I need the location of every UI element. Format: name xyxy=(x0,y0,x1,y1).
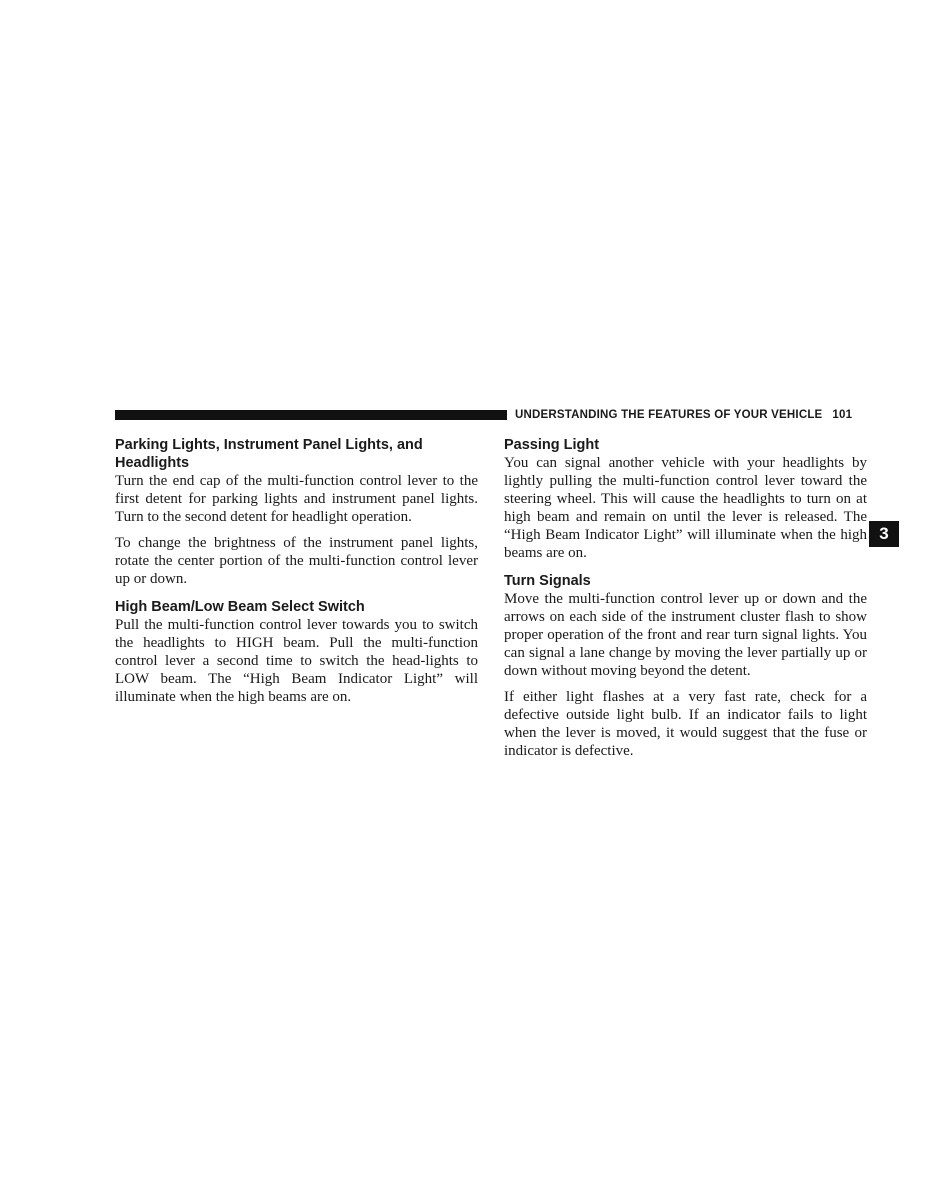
passing-light-heading: Passing Light xyxy=(504,437,600,453)
header-rule xyxy=(115,410,507,420)
turn-signals-heading: Turn Signals xyxy=(504,572,591,589)
parking-lights-paragraph-2: To change the brightness of the instrument panel lights, rotate the center portion of the multi-function control lever up or down. xyxy=(115,535,478,588)
high-beam-heading: High Beam/Low Beam Select Switch xyxy=(115,598,365,615)
parking-lights-heading: Parking Lights, Instrument Panel Lights, and Headlights xyxy=(115,437,423,471)
parking-lights-paragraph-1: Turn the end cap of the multi-function control lever to the first detent for parking lights and instrument panel lights. Turn to the second detent for headlight operation. xyxy=(115,473,478,526)
high-beam-paragraph: Pull the multi-function control lever towards you to switch the headlights to HIGH beam. Pull the multi-function control lever a second time to switch the head-lights to LOW beam. The “High Beam Indicator Light” will illuminate when the high beams are on. xyxy=(115,616,478,705)
passing-light-paragraph: You can signal another vehicle with your headlights by lightly pulling the multi-function control lever toward the steering wheel. This will cause the headlights to turn on at high beam and remain on until the lever is released. The “High Beam Indicator Light” will illuminate when the high beams are on. xyxy=(504,455,867,562)
turn-signals-paragraph-2: If either light flashes at a very fast rate, check for a defective outside light bulb. If an indicator fails to light when the lever is moved, it would suggest that the fuse or indicator is defective. xyxy=(504,689,867,760)
running-header xyxy=(515,409,852,421)
left-column xyxy=(115,436,478,706)
chapter-tab: 3 xyxy=(869,521,899,547)
turn-signals-paragraph-1: Move the multi-function control lever up or down and the arrows on each side of the instrument cluster flash to show proper operation of the front and rear turn signal lights. You can signal a lane change by moving the lever partially up or down without moving beyond the detent. xyxy=(504,590,867,679)
section-title: UNDERSTANDING THE FEATURES OF YOUR VEHICLE xyxy=(515,409,823,421)
right-column xyxy=(504,436,867,760)
page-number: 101 xyxy=(832,409,853,421)
